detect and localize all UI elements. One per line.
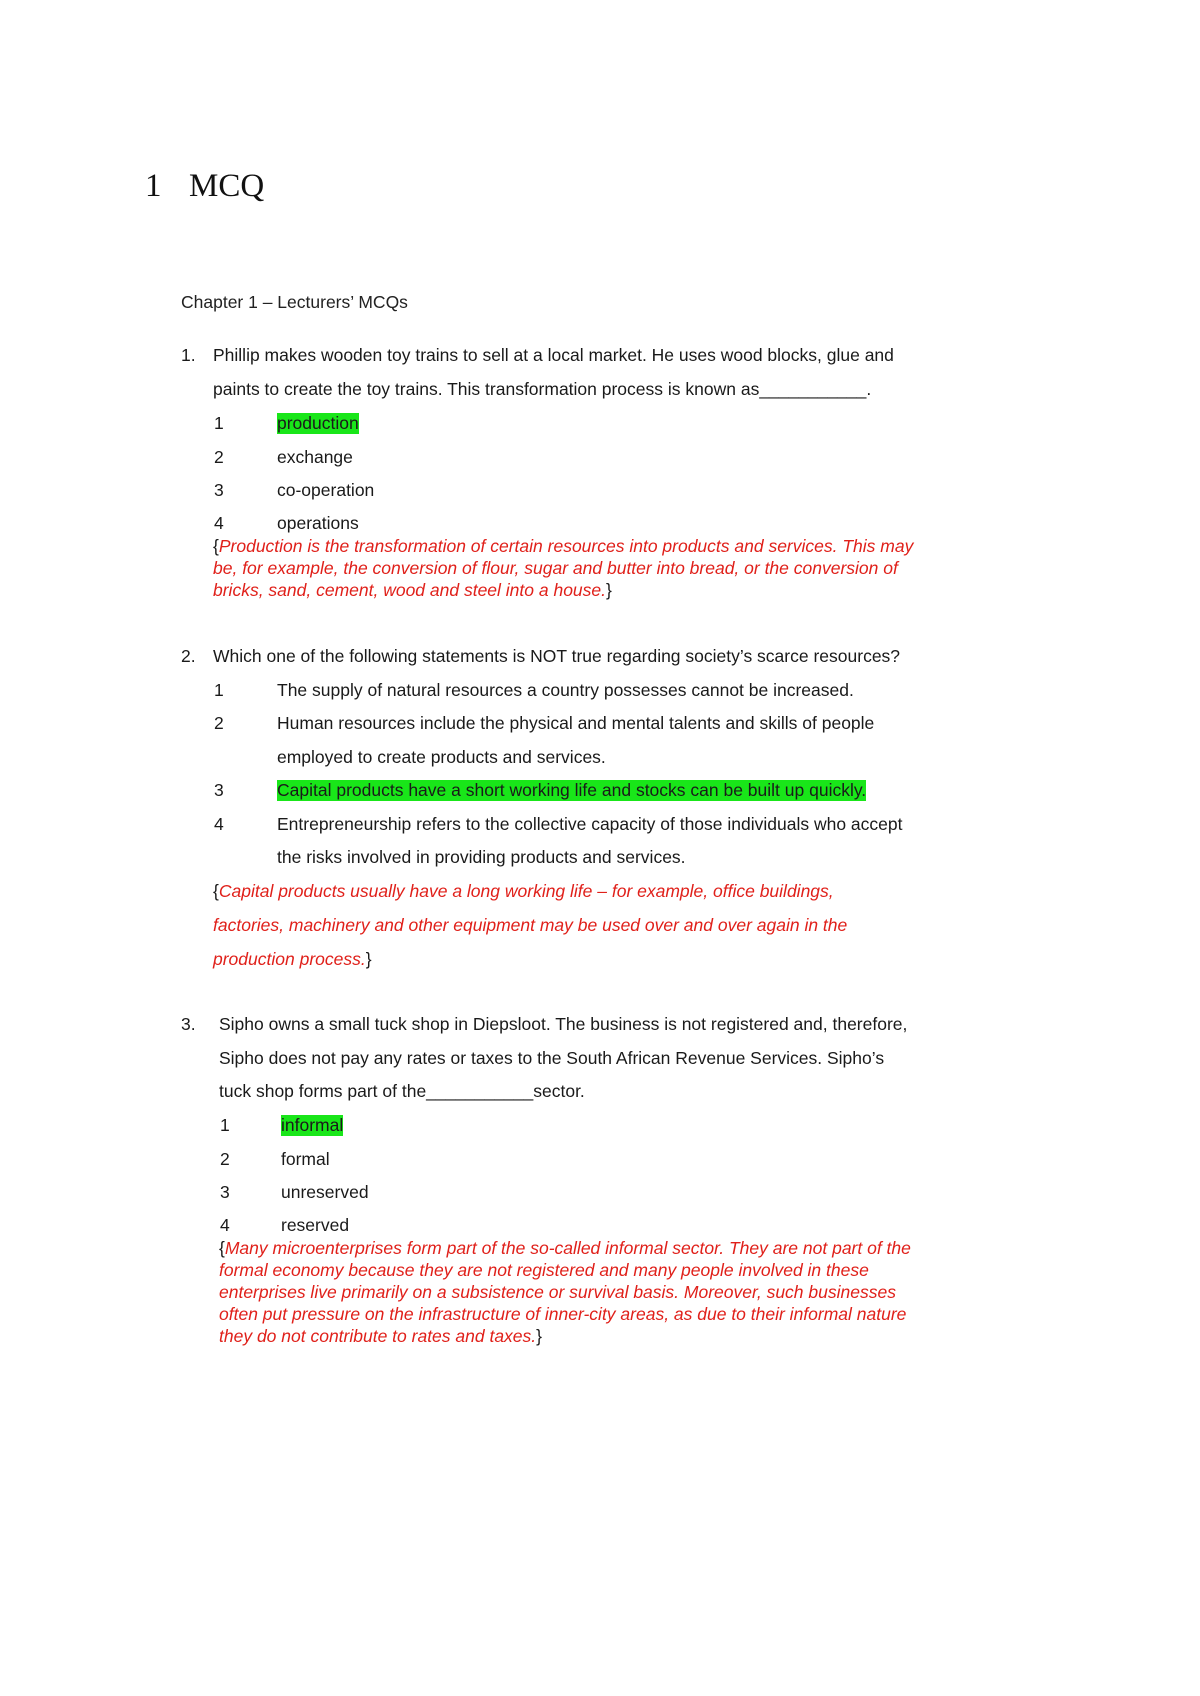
option-text: unreserved bbox=[281, 1182, 369, 1202]
question-number: 2. bbox=[181, 646, 196, 666]
question-number: 1. bbox=[181, 345, 196, 365]
option-number: 3 bbox=[214, 480, 224, 500]
option-number: 1 bbox=[214, 680, 224, 700]
explanation-line: be, for example, the conversion of flour, sugar and butter into bread, or the conversion of bbox=[213, 558, 898, 578]
option-text-correct: production bbox=[277, 413, 359, 433]
option-number: 3 bbox=[214, 780, 224, 800]
question-number: 3. bbox=[181, 1014, 196, 1034]
section-title: MCQ bbox=[189, 168, 265, 204]
chapter-title: Chapter 1 – Lecturers’ MCQs bbox=[181, 292, 408, 312]
option-text-correct: Capital products have a short working life and stocks can be built up quickly. bbox=[277, 780, 867, 800]
option-text: Entrepreneurship refers to the collective capacity of those individuals who accept bbox=[277, 814, 903, 834]
question-text-line: Phillip makes wooden toy trains to sell at a local market. He uses wood blocks, glue and bbox=[213, 345, 894, 365]
option-text: operations bbox=[277, 513, 359, 533]
option-number: 3 bbox=[220, 1182, 230, 1202]
option-text: The supply of natural resources a country possesses cannot be increased. bbox=[277, 680, 854, 700]
option-number: 2 bbox=[214, 447, 224, 467]
option-number: 2 bbox=[214, 713, 224, 733]
explanation-line: Production is the transformation of certain resources into products and services. This may bbox=[218, 536, 914, 556]
option-number: 4 bbox=[214, 814, 224, 834]
explanation-line: factories, machinery and other equipment may be used over and over again in the bbox=[213, 915, 848, 935]
option-text: exchange bbox=[277, 447, 353, 467]
explanation-line: they do not contribute to rates and taxes. bbox=[219, 1326, 537, 1346]
option-text: reserved bbox=[281, 1215, 350, 1235]
option-text: the risks involved in providing products and services. bbox=[277, 847, 686, 867]
explanation-line: Many microenterprises form part of the so-called informal sector. They are not part of the bbox=[224, 1238, 911, 1258]
question-text-line: Which one of the following statements is NOT true regarding society’s scarce resources? bbox=[213, 646, 901, 666]
explanation-line: Capital products usually have a long working life – for example, office buildings, bbox=[218, 881, 834, 901]
question-text-line: Sipho does not pay any rates or taxes to the South African Revenue Services. Sipho’s bbox=[219, 1048, 885, 1068]
option-number: 4 bbox=[220, 1215, 230, 1235]
explanation-line: bricks, sand, cement, wood and steel into a house. bbox=[213, 580, 607, 600]
option-text: Human resources include the physical and mental talents and skills of people bbox=[277, 713, 875, 733]
option-text-correct: informal bbox=[281, 1115, 344, 1135]
question-text-line: paints to create the toy trains. This transformation process is known as___________. bbox=[213, 379, 872, 399]
explanation-line: often put pressure on the infrastructure of inner-city areas, as due to their informal nature bbox=[219, 1304, 907, 1324]
question-text-line: tuck shop forms part of the___________sector. bbox=[219, 1081, 585, 1101]
option-number: 1 bbox=[220, 1115, 230, 1135]
option-number: 2 bbox=[220, 1149, 230, 1169]
explanation-line: production process. bbox=[213, 949, 366, 969]
question-text-line: Sipho owns a small tuck shop in Diepsloot. The business is not registered and, therefore, bbox=[219, 1014, 908, 1034]
section-heading bbox=[145, 168, 264, 205]
option-number: 1 bbox=[214, 413, 224, 433]
explanation-line: enterprises live primarily on a subsistence or survival basis. Moreover, such businesses bbox=[219, 1282, 896, 1302]
option-text: formal bbox=[281, 1149, 330, 1169]
explanation-line: formal economy because they are not registered and many people involved in these bbox=[219, 1260, 869, 1280]
option-number: 4 bbox=[214, 513, 224, 533]
option-text: employed to create products and services. bbox=[277, 747, 606, 767]
option-text: co-operation bbox=[277, 480, 375, 500]
section-number: 1 bbox=[145, 168, 162, 204]
